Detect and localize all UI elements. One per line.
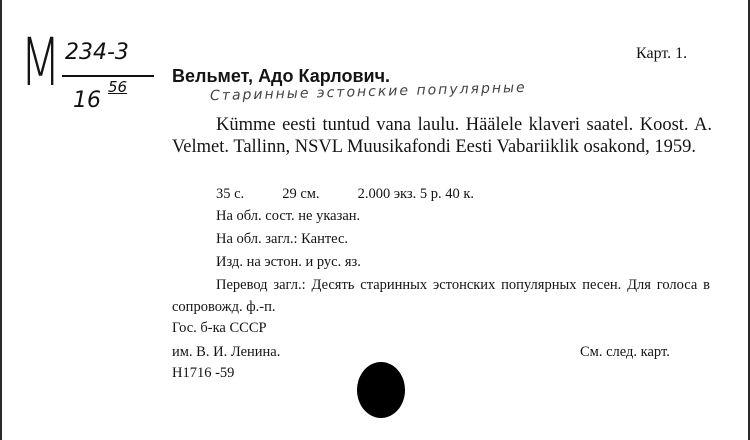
note-cover-title: На обл. загл.: Кантес. (216, 231, 349, 247)
card-number: H1716 -59 (172, 365, 235, 381)
card-label: Карт. 1. (636, 45, 688, 62)
call-number-letter: M (20, 24, 62, 101)
title-statement: Kümme eesti tuntud vana laulu. Häälele klaveri saatel. Koost. A. Velmet. Tallinn, NSVL Muusikafondi Eesti Vabariiklik osakond, 1959. (172, 115, 712, 157)
size: 29 см. (282, 186, 320, 202)
note-language: Изд. на эстон. и рус. яз. (216, 254, 361, 270)
note-compiler: На обл. сост. не указан. (216, 208, 361, 224)
card-left-edge (0, 0, 2, 440)
pages: 35 с. (216, 186, 245, 202)
author-heading: Вельмет, Адо Карлович. (172, 66, 391, 86)
handwritten-note: Старинные эстонские популярные (209, 79, 527, 105)
note-translation: Перевод загл.: Десять старинных эстонских популярных песен. Для голоса в сопровожд. ф.-п. (172, 277, 710, 315)
print-run-price: 2.000 экз. 5 р. 40 к. (357, 186, 475, 202)
physical-description (216, 186, 474, 203)
punch-hole (357, 362, 405, 418)
library-line-1: Гос. б-ка СССР (172, 320, 267, 336)
library-line-2: им. В. И. Ленина. (172, 344, 281, 360)
call-number-rule (62, 75, 154, 77)
see-next-card: См. след. карт. (580, 344, 670, 360)
call-number-sub: 56 (108, 78, 128, 96)
call-number-bottom: 16 (73, 88, 101, 113)
call-number-top: 234-3 (65, 40, 129, 65)
